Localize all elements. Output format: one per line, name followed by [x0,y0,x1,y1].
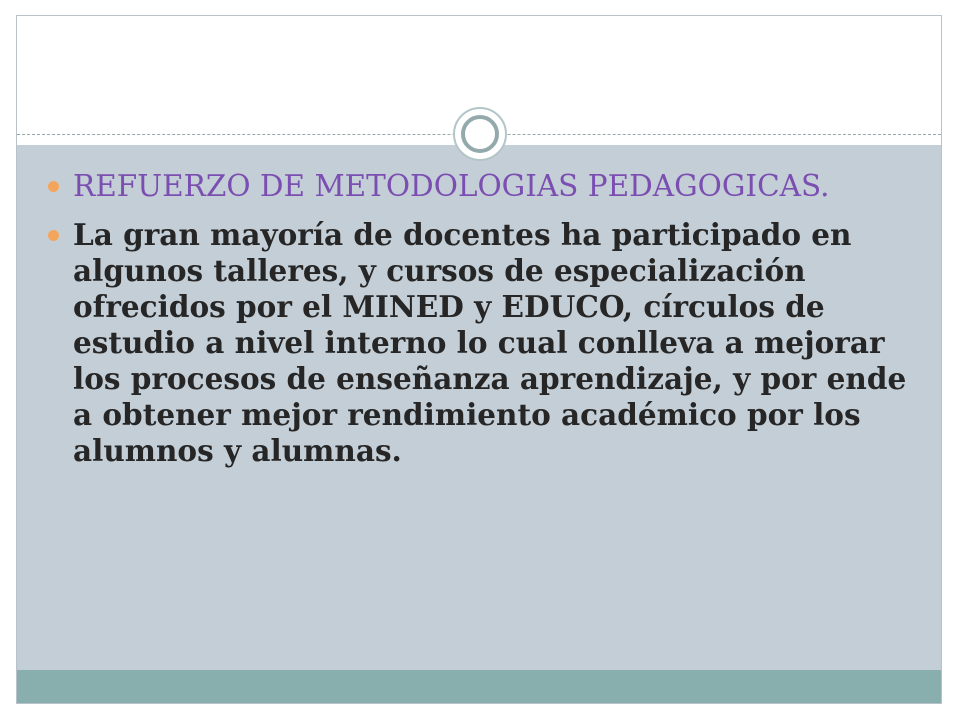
bullet-dot-icon [48,230,59,241]
footer-band [17,670,941,703]
bullet-item-body [48,217,918,469]
bullet-dot-icon [48,181,59,192]
circle-ornament-inner [461,115,499,153]
bullet-list [48,168,918,482]
bullet-heading-text: REFUERZO DE METODOLOGIAS PEDAGOGICAS. [73,169,830,203]
bullet-body-text: La gran mayoría de docentes ha participado en algunos talleres, y cursos de especialización ofrecidos por el MINED y EDUCO, círculos de estudio a nivel interno lo cual conlleva a mejorar los procesos de enseñanza aprendizaje, y por ende a obtener mejor rendimiento académico por los alumnos y alumnas. [73,217,907,468]
circle-ornament-icon [453,107,507,161]
bullet-item-heading [48,168,918,204]
